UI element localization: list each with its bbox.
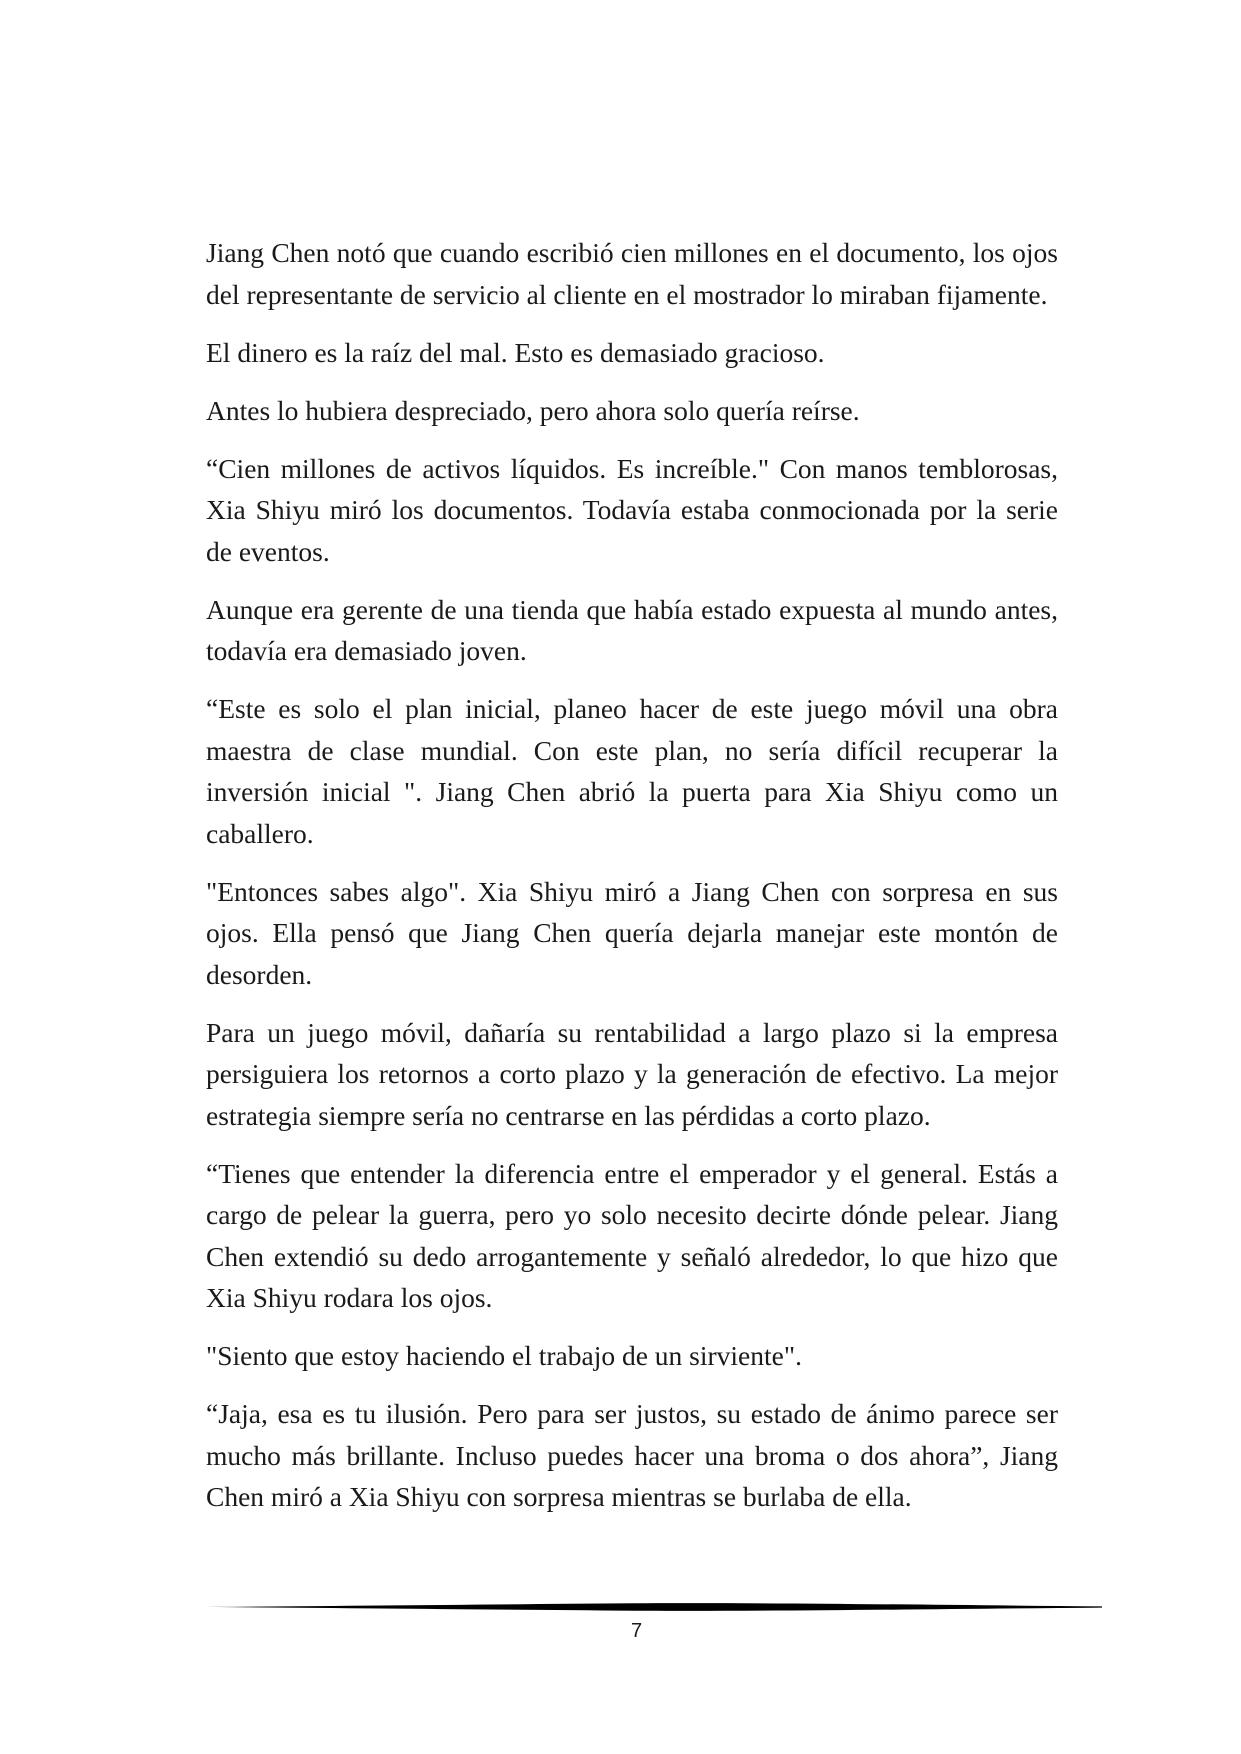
paragraph-11: “Jaja, esa es tu ilusión. Pero para ser justos, su estado de ánimo parece ser mucho más brillante. Incluso puedes hacer una broma o dos ahora”, Jiang Chen miró a Xia Shiyu con sorpresa mientras se burlaba de ella. (206, 1398, 1058, 1512)
paragraph-7: "Entonces sabes algo". Xia Shiyu miró a Jiang Chen con sorpresa en sus ojos. Ella pensó que Jiang Chen quería dejarla manejar este montón de desorden. (206, 875, 1058, 990)
paragraph-8: Para un juego móvil, dañaría su rentabilidad a largo plazo si la empresa persiguiera los retornos a corto plazo y la generación de efectivo. La mejor estrategia siempre sería no centrarse en las pérdidas a corto plazo. (206, 1016, 1058, 1131)
footer-rule (206, 1600, 1102, 1614)
paragraph-5: Aunque era gerente de una tienda que había estado expuesta al mundo antes, todavía era demasiado joven. (206, 593, 1058, 666)
paragraph-1: Jiang Chen notó que cuando escribió cien millones en el documento, los ojos del representante de servicio al cliente en el mostrador lo miraban fijamente. (206, 237, 1058, 310)
paragraph-9: “Tienes que entender la diferencia entre el emperador y el general. Estás a cargo de pelear la guerra, pero yo solo necesito decirte dónde pelear. Jiang Chen extendió su dedo arrogantemente y señaló alrededor, lo que hizo que Xia Shiyu rodara los ojos. (206, 1157, 1058, 1313)
paragraph-3: Antes lo hubiera despreciado, pero ahora solo quería reírse. (206, 394, 860, 426)
body-text (206, 232, 1058, 1534)
paragraph-10: "Siento que estoy haciendo el trabajo de un sirviente". (206, 1340, 802, 1371)
paragraph-6: “Este es solo el plan inicial, planeo hacer de este juego móvil una obra maestra de clase mundial. Con este plan, no sería difícil recuperar la inversión inicial ". Jiang Chen abrió la puerta para Xia Shiyu como un caballero. (206, 693, 1058, 849)
paragraph-4: “Cien millones de activos líquidos. Es increíble." Con manos temblorosas, Xia Shiyu miró los documentos. Todavía estaba conmocionada por la serie de eventos. (206, 452, 1058, 567)
paragraph-2: El dinero es la raíz del mal. Esto es demasiado gracioso. (206, 336, 825, 368)
page-number: 7 (630, 1620, 643, 1642)
